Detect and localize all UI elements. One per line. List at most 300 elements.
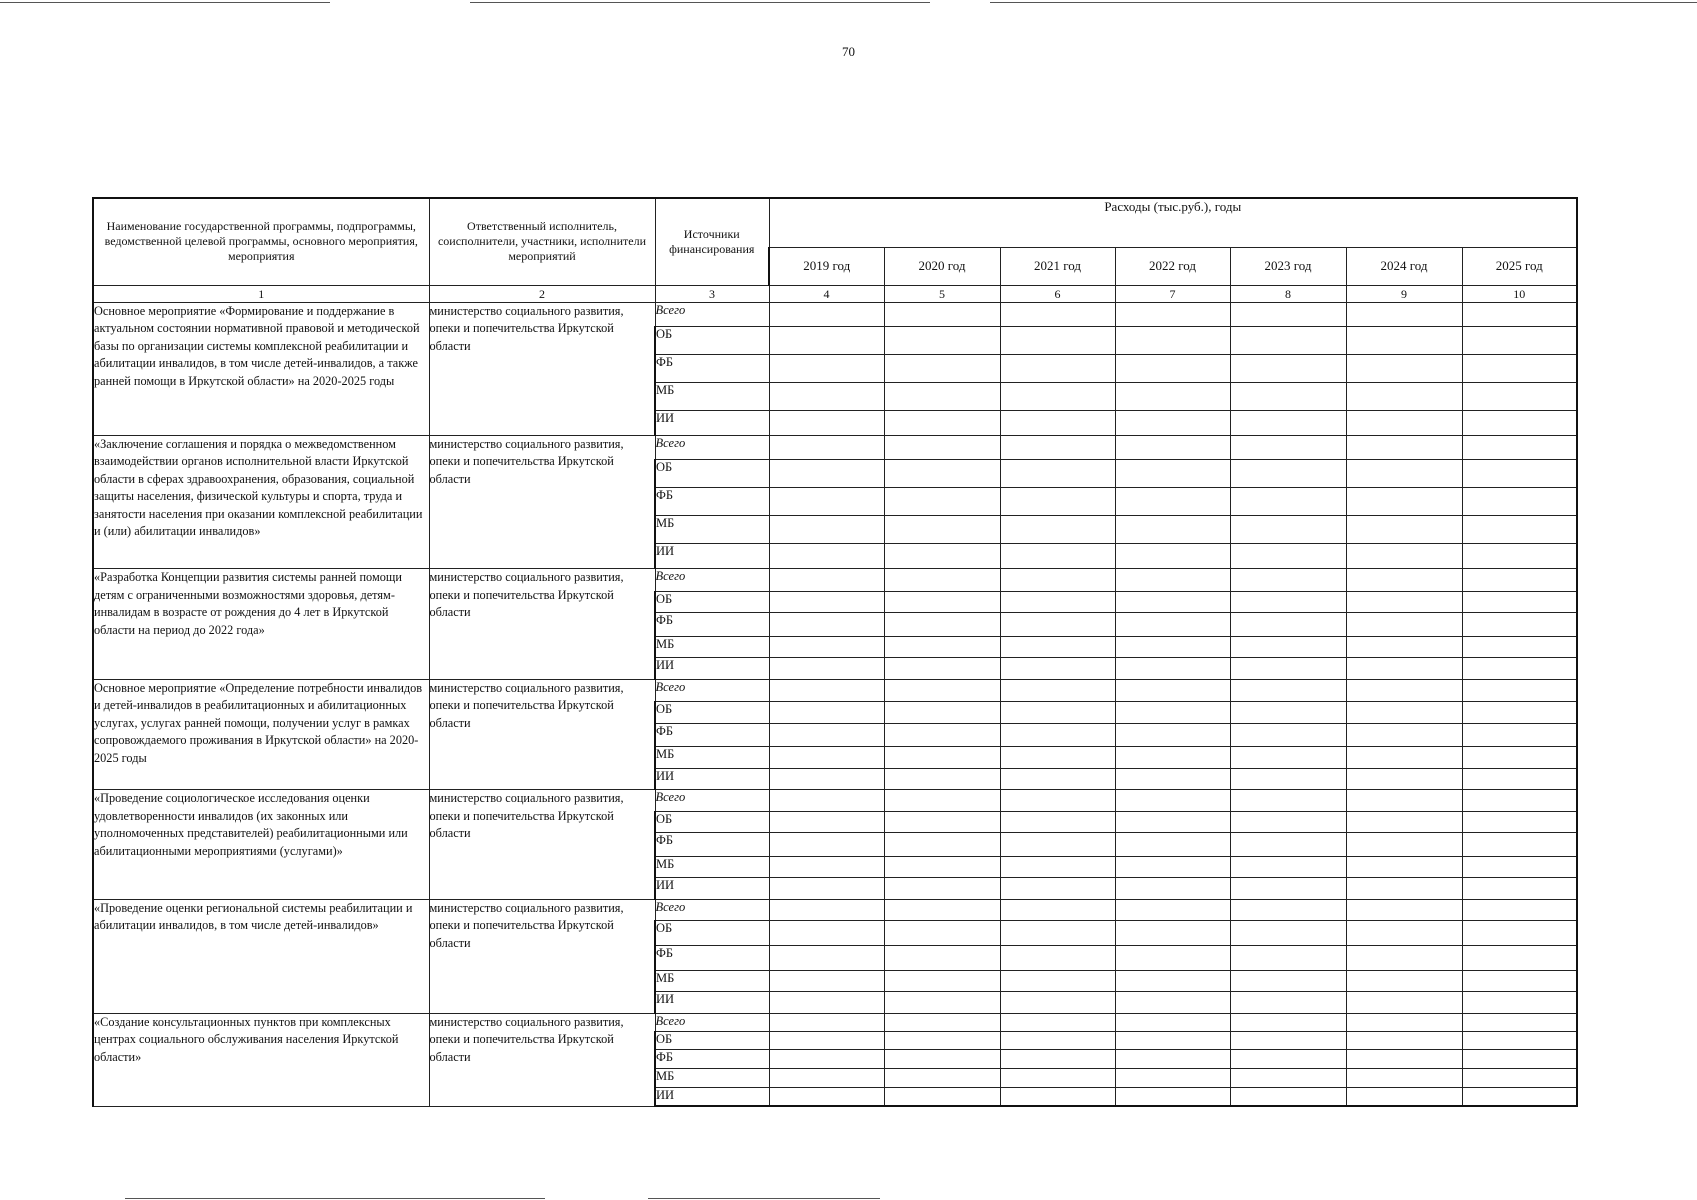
expense-cell: [1230, 679, 1346, 702]
expense-cell: [769, 383, 884, 411]
expense-cell: [1230, 591, 1346, 612]
expense-cell: [1115, 811, 1230, 832]
scan-edge-line-top-right: [990, 2, 1697, 3]
expense-cell: [769, 435, 884, 460]
expense-cell: [1230, 723, 1346, 747]
expense-cell: [1462, 1050, 1577, 1068]
expense-cell: [769, 970, 884, 991]
expense-cell: [1346, 327, 1462, 355]
expense-cell: [1462, 569, 1577, 592]
expense-cell: [1115, 516, 1230, 544]
expense-cell: [1462, 383, 1577, 411]
expense-cell: [1462, 516, 1577, 544]
expense-cell: [1346, 591, 1462, 612]
expense-cell: [1000, 878, 1115, 899]
expense-cell: [1000, 833, 1115, 857]
expense-cell: [1346, 1087, 1462, 1106]
funding-source-ii: ИИ: [655, 544, 769, 569]
expense-cell: [1346, 435, 1462, 460]
header-year-2020: 2020 год: [884, 247, 1000, 285]
expense-cell: [1230, 790, 1346, 811]
table-row: [93, 790, 1577, 811]
expense-cell: [1462, 899, 1577, 920]
expense-cell: [769, 723, 884, 747]
expense-cell: [1346, 856, 1462, 877]
funding-source-mb: МБ: [655, 970, 769, 991]
expense-cell: [1000, 1087, 1115, 1106]
expense-cell: [1000, 383, 1115, 411]
measure-name: «Создание консультационных пунктов при комплексных центрах социального обслуживания населения Иркутской области»: [93, 1013, 429, 1106]
funding-source-total: Всего: [655, 1013, 769, 1031]
expense-cell: [1115, 1087, 1230, 1106]
expense-cell: [884, 488, 1000, 516]
expense-cell: [1000, 516, 1115, 544]
expense-cell: [1230, 768, 1346, 789]
table-body: [93, 302, 1577, 1106]
funding-source-total: Всего: [655, 435, 769, 460]
expense-cell: [884, 856, 1000, 877]
funding-source-fb: ФБ: [655, 488, 769, 516]
expense-cell: [769, 702, 884, 723]
column-number: 4: [769, 285, 884, 302]
expense-cell: [1462, 658, 1577, 679]
expense-cell: [884, 811, 1000, 832]
expense-cell: [884, 658, 1000, 679]
table-row: [93, 302, 1577, 327]
expense-cell: [769, 488, 884, 516]
expense-cell: [769, 1068, 884, 1087]
expense-cell: [1230, 1032, 1346, 1050]
expense-cell: [1115, 327, 1230, 355]
funding-source-total: Всего: [655, 679, 769, 702]
expense-cell: [769, 899, 884, 920]
expense-cell: [1230, 613, 1346, 637]
expense-cell: [1115, 921, 1230, 946]
expense-cell: [1462, 591, 1577, 612]
expense-cell: [1230, 460, 1346, 488]
expense-cell: [884, 544, 1000, 569]
expense-cell: [1115, 992, 1230, 1013]
expense-cell: [1346, 992, 1462, 1013]
header-expenses: Расходы (тыс.руб.), годы: [769, 198, 1577, 247]
expense-cell: [1115, 355, 1230, 383]
expense-cell: [1115, 411, 1230, 436]
expense-cell: [1346, 899, 1462, 920]
expense-cell: [1000, 658, 1115, 679]
expense-cell: [1115, 544, 1230, 569]
header-year-2021: 2021 год: [1000, 247, 1115, 285]
expense-cell: [884, 768, 1000, 789]
expense-cell: [1230, 992, 1346, 1013]
funding-source-ob: ОБ: [655, 811, 769, 832]
measure-name: «Заключение соглашения и порядка о межведомственном взаимодействии органов исполнительной власти Иркутской области в сферах здравоохранения, образования, социальной защиты населения, физической культуры и спорта, труда и занятости населения при оказании комплексной реабилитации и (или) абилитации инвалидов»: [93, 435, 429, 568]
expense-cell: [884, 1032, 1000, 1050]
expense-cell: [1000, 768, 1115, 789]
expense-cell: [1000, 460, 1115, 488]
expense-cell: [1346, 613, 1462, 637]
expense-cell: [1346, 747, 1462, 768]
expense-cell: [1115, 1050, 1230, 1068]
column-number: 10: [1462, 285, 1577, 302]
expense-cell: [1230, 921, 1346, 946]
expense-cell: [1000, 946, 1115, 971]
expense-cell: [1000, 613, 1115, 637]
expense-cell: [884, 591, 1000, 612]
expense-cell: [1346, 411, 1462, 436]
expense-cell: [769, 811, 884, 832]
expense-cell: [884, 1013, 1000, 1031]
expense-cell: [1230, 833, 1346, 857]
expense-cell: [1115, 702, 1230, 723]
expense-cell: [1230, 970, 1346, 991]
funding-source-total: Всего: [655, 569, 769, 592]
expense-cell: [1346, 1032, 1462, 1050]
header-name: Наименование государственной программы, подпрограммы, ведомственной целевой программы, основного мероприятия, мероприятия: [93, 198, 429, 285]
expense-cell: [884, 723, 1000, 747]
expense-cell: [769, 768, 884, 789]
expense-cell: [1230, 327, 1346, 355]
header-year-2023: 2023 год: [1230, 247, 1346, 285]
expense-cell: [1000, 544, 1115, 569]
expense-cell: [1462, 1068, 1577, 1087]
funding-source-ii: ИИ: [655, 411, 769, 436]
responsible-executor: министерство социального развития, опеки и попечительства Иркутской области: [429, 790, 655, 900]
expense-cell: [769, 1087, 884, 1106]
header-responsible: Ответственный исполнитель, соисполнители, участники, исполнители мероприятий: [429, 198, 655, 285]
expense-cell: [1115, 302, 1230, 327]
expense-cell: [1000, 591, 1115, 612]
expense-cell: [1230, 569, 1346, 592]
expense-cell: [1000, 1068, 1115, 1087]
expense-cell: [1000, 921, 1115, 946]
expense-cell: [884, 460, 1000, 488]
expense-cell: [884, 970, 1000, 991]
expense-cell: [1115, 636, 1230, 657]
expense-cell: [1346, 302, 1462, 327]
expense-cell: [1346, 921, 1462, 946]
expense-cell: [1346, 516, 1462, 544]
expense-cell: [884, 636, 1000, 657]
funding-source-total: Всего: [655, 790, 769, 811]
expense-cell: [1462, 302, 1577, 327]
expense-cell: [1115, 460, 1230, 488]
expense-cell: [1230, 488, 1346, 516]
expense-cell: [1230, 811, 1346, 832]
funding-source-mb: МБ: [655, 1068, 769, 1087]
funding-source-mb: МБ: [655, 856, 769, 877]
expense-cell: [1346, 569, 1462, 592]
expense-cell: [1346, 768, 1462, 789]
expense-cell: [1346, 544, 1462, 569]
expense-cell: [884, 1087, 1000, 1106]
funding-source-ii: ИИ: [655, 992, 769, 1013]
measure-name: «Разработка Концепции развития системы ранней помощи детям с ограниченными возможностями здоровья, детям-инвалидам в возрасте от рождения до 4 лет в Иркутской области на период до 2022 года»: [93, 569, 429, 680]
expense-cell: [1462, 460, 1577, 488]
expense-cell: [1000, 302, 1115, 327]
expense-cell: [1230, 1013, 1346, 1031]
expense-cell: [1230, 747, 1346, 768]
expense-cell: [1462, 946, 1577, 971]
expense-cell: [1346, 970, 1462, 991]
expense-cell: [1000, 970, 1115, 991]
expense-cell: [1115, 878, 1230, 899]
budget-table: [92, 197, 1578, 1107]
scan-edge-line-bottom-left: [125, 1198, 545, 1199]
expense-cell: [1000, 355, 1115, 383]
column-number: 2: [429, 285, 655, 302]
expense-cell: [884, 878, 1000, 899]
expense-cell: [1230, 411, 1346, 436]
expense-cell: [1000, 790, 1115, 811]
expense-cell: [1230, 946, 1346, 971]
expense-cell: [1115, 613, 1230, 637]
measure-name: Основное мероприятие «Формирование и поддержание в актуальном состоянии нормативной правовой и методической базы по организации системы комплексной реабилитации и абилитации инвалидов, в том числе детей-инвалидов, а также ранней помощи в Иркутской области» на 2020-2025 годы: [93, 302, 429, 435]
scan-edge-line-top-middle: [470, 2, 930, 3]
expense-cell: [1115, 768, 1230, 789]
funding-source-fb: ФБ: [655, 946, 769, 971]
expense-cell: [769, 460, 884, 488]
expense-cell: [769, 1050, 884, 1068]
expense-cell: [1462, 327, 1577, 355]
funding-source-ob: ОБ: [655, 1032, 769, 1050]
expense-cell: [884, 1050, 1000, 1068]
measure-name: Основное мероприятие «Определение потребности инвалидов и детей-инвалидов в реабилитационных и абилитационных услугах, услугах ранней помощи, получении услуг в рамках сопровождаемого проживания в Иркутской области» на 2020-2025 годы: [93, 679, 429, 790]
funding-source-mb: МБ: [655, 516, 769, 544]
expense-cell: [1346, 790, 1462, 811]
measure-name: «Проведение социологическое исследования оценки удовлетворенности инвалидов (их законных или уполномоченных представителей) реабилитационными или абилитационными мероприятиями (услугами)»: [93, 790, 429, 900]
expense-cell: [769, 833, 884, 857]
expense-cell: [1115, 658, 1230, 679]
expense-cell: [1462, 435, 1577, 460]
expense-cell: [1230, 383, 1346, 411]
expense-cell: [769, 636, 884, 657]
funding-source-fb: ФБ: [655, 1050, 769, 1068]
expense-cell: [1462, 811, 1577, 832]
expense-cell: [1346, 811, 1462, 832]
expense-cell: [1346, 946, 1462, 971]
responsible-executor: министерство социального развития, опеки и попечительства Иркутской области: [429, 1013, 655, 1106]
expense-cell: [1462, 992, 1577, 1013]
header-year-2024: 2024 год: [1346, 247, 1462, 285]
funding-source-ii: ИИ: [655, 768, 769, 789]
expense-cell: [1000, 411, 1115, 436]
expense-cell: [769, 516, 884, 544]
expense-cell: [1462, 613, 1577, 637]
expense-cell: [1346, 1050, 1462, 1068]
expense-cell: [884, 327, 1000, 355]
expense-cell: [884, 411, 1000, 436]
expense-cell: [1230, 636, 1346, 657]
expense-cell: [1462, 488, 1577, 516]
expense-cell: [769, 569, 884, 592]
expense-cell: [1115, 591, 1230, 612]
funding-source-ob: ОБ: [655, 921, 769, 946]
page-number: 70: [842, 44, 855, 59]
expense-cell: [1115, 899, 1230, 920]
expense-cell: [1230, 899, 1346, 920]
column-number: 7: [1115, 285, 1230, 302]
funding-source-total: Всего: [655, 302, 769, 327]
expense-cell: [884, 302, 1000, 327]
expense-cell: [1462, 878, 1577, 899]
expense-cell: [884, 921, 1000, 946]
expense-cell: [769, 302, 884, 327]
expense-cell: [1000, 702, 1115, 723]
responsible-executor: министерство социального развития, опеки и попечительства Иркутской области: [429, 899, 655, 1013]
expense-cell: [1000, 723, 1115, 747]
expense-cell: [1000, 679, 1115, 702]
expense-cell: [884, 613, 1000, 637]
expense-cell: [1462, 856, 1577, 877]
column-number-row: [93, 285, 1577, 302]
expense-cell: [1462, 636, 1577, 657]
header-sources: Источники финансирования: [655, 198, 769, 285]
expense-cell: [1000, 636, 1115, 657]
expense-cell: [1462, 355, 1577, 383]
expense-cell: [1115, 679, 1230, 702]
funding-source-ob: ОБ: [655, 591, 769, 612]
expense-cell: [1346, 679, 1462, 702]
funding-source-fb: ФБ: [655, 355, 769, 383]
expense-cell: [1230, 702, 1346, 723]
expense-cell: [1346, 636, 1462, 657]
expense-cell: [1230, 856, 1346, 877]
expense-cell: [1462, 723, 1577, 747]
expense-cell: [1230, 516, 1346, 544]
funding-source-ob: ОБ: [655, 460, 769, 488]
expense-cell: [1115, 1068, 1230, 1087]
expense-cell: [1115, 747, 1230, 768]
expense-cell: [1115, 946, 1230, 971]
column-number: 5: [884, 285, 1000, 302]
expense-cell: [1462, 1032, 1577, 1050]
expense-cell: [1346, 383, 1462, 411]
expense-cell: [1000, 1013, 1115, 1031]
expense-cell: [769, 327, 884, 355]
table-row: [93, 569, 1577, 592]
expense-cell: [1230, 544, 1346, 569]
expense-cell: [1462, 544, 1577, 569]
expense-cell: [1000, 811, 1115, 832]
expense-cell: [1462, 702, 1577, 723]
expense-cell: [1000, 992, 1115, 1013]
expense-cell: [769, 747, 884, 768]
expense-cell: [769, 544, 884, 569]
responsible-executor: министерство социального развития, опеки и попечительства Иркутской области: [429, 435, 655, 568]
expense-cell: [884, 992, 1000, 1013]
expense-cell: [884, 747, 1000, 768]
expense-cell: [1115, 1032, 1230, 1050]
expense-cell: [884, 946, 1000, 971]
expense-cell: [769, 679, 884, 702]
expense-cell: [1462, 790, 1577, 811]
expense-cell: [769, 878, 884, 899]
expense-cell: [884, 679, 1000, 702]
expense-cell: [884, 435, 1000, 460]
expense-cell: [769, 946, 884, 971]
expense-cell: [1346, 1068, 1462, 1087]
expense-cell: [769, 411, 884, 436]
expense-cell: [1462, 1013, 1577, 1031]
column-number: 3: [655, 285, 769, 302]
expense-cell: [1346, 723, 1462, 747]
expense-cell: [1230, 1050, 1346, 1068]
expense-cell: [1346, 1013, 1462, 1031]
expense-cell: [1000, 1050, 1115, 1068]
expense-cell: [884, 569, 1000, 592]
expense-cell: [1462, 921, 1577, 946]
scan-edge-line-bottom-right: [648, 1198, 880, 1199]
funding-source-ob: ОБ: [655, 327, 769, 355]
expense-cell: [1462, 747, 1577, 768]
expense-cell: [769, 591, 884, 612]
expense-cell: [1000, 1032, 1115, 1050]
column-number: 1: [93, 285, 429, 302]
expense-cell: [1346, 488, 1462, 516]
expense-cell: [1462, 970, 1577, 991]
funding-source-mb: МБ: [655, 636, 769, 657]
expense-cell: [769, 658, 884, 679]
expense-cell: [1230, 878, 1346, 899]
expense-cell: [1346, 878, 1462, 899]
table-row: [93, 899, 1577, 920]
expense-cell: [1346, 833, 1462, 857]
column-number: 6: [1000, 285, 1115, 302]
expense-cell: [1346, 702, 1462, 723]
expense-cell: [1115, 383, 1230, 411]
table-row: [93, 679, 1577, 702]
expense-cell: [769, 1032, 884, 1050]
expense-cell: [769, 856, 884, 877]
expense-cell: [1230, 1087, 1346, 1106]
expense-cell: [769, 992, 884, 1013]
expense-cell: [884, 1068, 1000, 1087]
table-row: [93, 1013, 1577, 1031]
expense-cell: [769, 613, 884, 637]
funding-source-fb: ФБ: [655, 613, 769, 637]
expense-cell: [769, 1013, 884, 1031]
header-year-2019: 2019 год: [769, 247, 884, 285]
expense-cell: [1462, 411, 1577, 436]
funding-source-ii: ИИ: [655, 878, 769, 899]
expense-cell: [1115, 856, 1230, 877]
expense-cell: [769, 790, 884, 811]
expense-cell: [884, 516, 1000, 544]
expense-cell: [1462, 679, 1577, 702]
expense-cell: [1000, 435, 1115, 460]
column-number: 9: [1346, 285, 1462, 302]
scan-edge-line-top-left: [0, 2, 330, 3]
funding-source-ii: ИИ: [655, 658, 769, 679]
funding-source-total: Всего: [655, 899, 769, 920]
funding-source-fb: ФБ: [655, 833, 769, 857]
responsible-executor: министерство социального развития, опеки и попечительства Иркутской области: [429, 302, 655, 435]
expense-cell: [1000, 327, 1115, 355]
measure-name: «Проведение оценки региональной системы реабилитации и абилитации инвалидов, в том числе детей-инвалидов»: [93, 899, 429, 1013]
expense-cell: [884, 899, 1000, 920]
expense-cell: [884, 383, 1000, 411]
expense-cell: [1115, 970, 1230, 991]
expense-cell: [884, 702, 1000, 723]
expense-cell: [1230, 435, 1346, 460]
responsible-executor: министерство социального развития, опеки и попечительства Иркутской области: [429, 569, 655, 680]
responsible-executor: министерство социального развития, опеки и попечительства Иркутской области: [429, 679, 655, 790]
expense-cell: [1230, 302, 1346, 327]
expense-cell: [1115, 569, 1230, 592]
funding-source-mb: МБ: [655, 747, 769, 768]
expense-cell: [1230, 1068, 1346, 1087]
expense-cell: [1115, 435, 1230, 460]
